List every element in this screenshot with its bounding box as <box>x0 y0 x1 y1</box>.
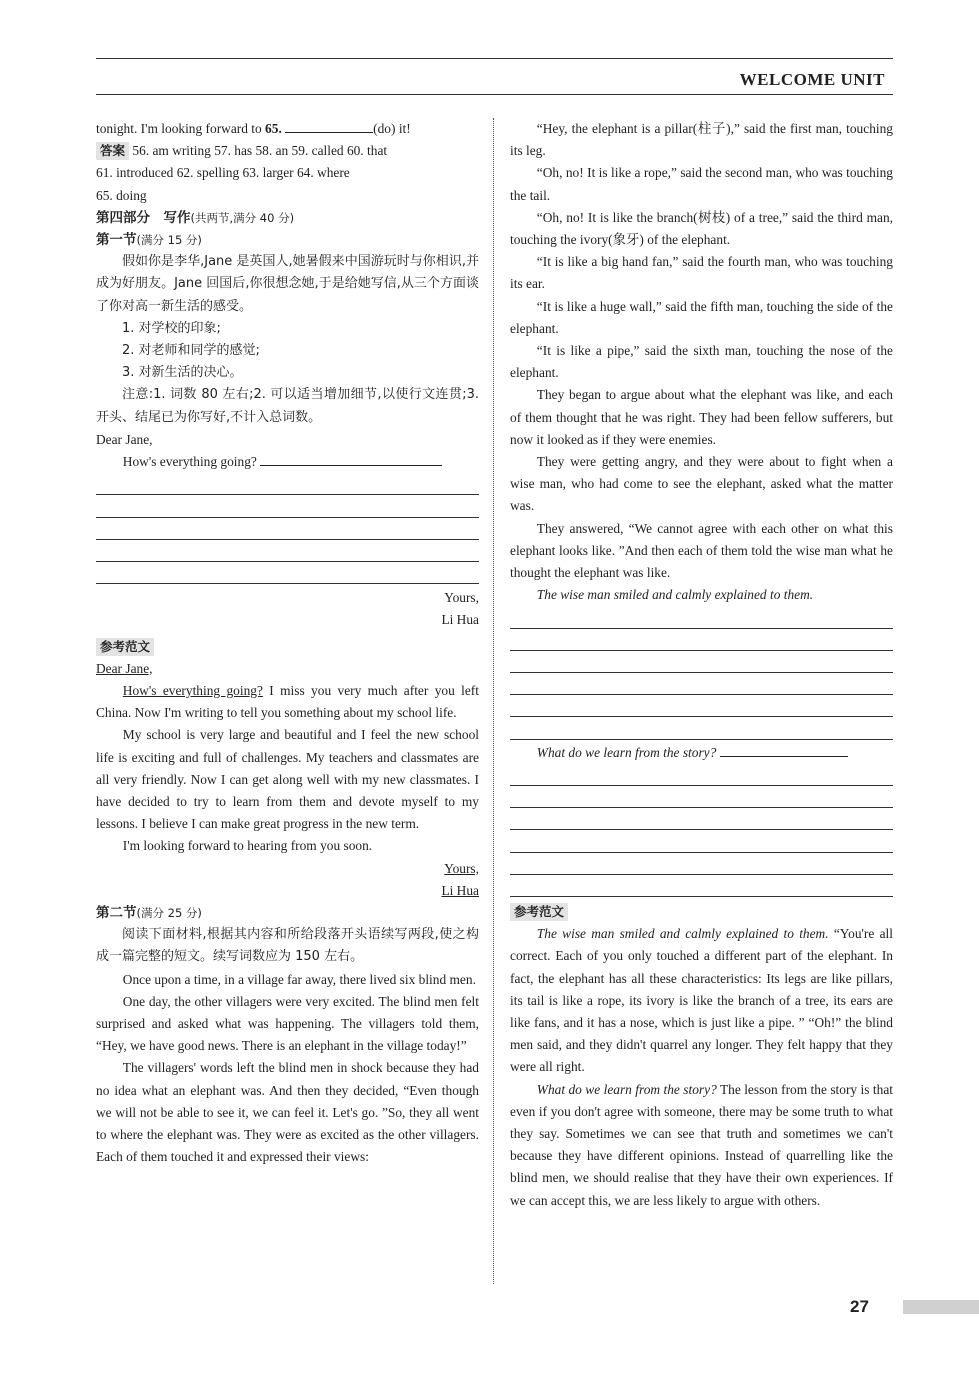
writing-line[interactable] <box>96 518 479 540</box>
model-essay-tag: 参考范文 <box>96 638 154 656</box>
writing-prompt: 假如你是李华,Jane 是英国人,她暑假来中国游玩时与你相识,并成为好朋友。Jane 回国后,你很想念她,于是给她写信,从三个方面谈了你对高一新生活的感受。 <box>96 254 479 314</box>
writing-blank-inline[interactable] <box>260 451 442 466</box>
writing-line[interactable] <box>510 673 893 695</box>
writing-line[interactable] <box>510 808 893 830</box>
story-paragraph-1: Once upon a time, in a village far away, there lived six blind men. <box>122 971 476 987</box>
letter-closing: Yours, <box>444 590 479 606</box>
writing-line[interactable] <box>510 606 893 628</box>
writing-line[interactable] <box>96 540 479 562</box>
page-number: 27 <box>850 1297 869 1316</box>
writing-line[interactable] <box>510 830 893 852</box>
model-essay-tag: 参考范文 <box>510 903 568 921</box>
header-bottom-rule <box>96 94 893 95</box>
model-paragraph-3: I'm looking forward to hearing from you soon. <box>122 838 373 854</box>
writing-line[interactable] <box>510 786 893 808</box>
model-paragraph-2: My school is very large and beautiful and I feel the new school life is exciting and full of challenges. My teachers and classmates are all very friendly. Now I can get along well with my new classmates. I have decided to try to learn from them and devote myself to my lessons. I believe I can make great progress in the new term. <box>96 727 479 832</box>
writing-line[interactable] <box>510 629 893 651</box>
writing-line[interactable] <box>510 875 893 897</box>
writing-line[interactable] <box>96 562 479 584</box>
letter-signature: Li Hua <box>441 612 479 628</box>
writing-line[interactable] <box>510 695 893 717</box>
writing-line[interactable] <box>96 495 479 517</box>
writing-blank-inline[interactable] <box>720 742 848 757</box>
model-continuation-2: What do we learn from the story? The lesson from the story is that even if you don't agree with someone, there may be some truth to what they say. Sometimes we can see that truth and sometimes we can't because they have different opinions. Instead of quarrelling like the blind men, we should realise that they have their own experiences. If we can accept this, we are less likely to argue with others. <box>510 1081 893 1208</box>
writing-line[interactable] <box>510 651 893 673</box>
model-signature: Li Hua <box>441 882 479 898</box>
section2-prompt: 阅读下面材料,根据其内容和所给段落开头语续写两段,使之构成一篇完整的短文。续写词数应为 150 左右。 <box>96 927 479 965</box>
model-closing: Yours, <box>444 860 479 876</box>
story-paragraph-3: The villagers' words left the blind men in shock because they had no idea what an elephant was. And then they decided, “Even though we will not be able to see it, we can feel it. Let's go. ”So, they all went to where the elephant was. They were as excited as the other villagers. Each of them touched it and expressed their views: <box>96 1060 479 1165</box>
story-paragraph-10: They began to argue about what the elephant was like, and each of them thought that he was right. They had been fellow sufferers, but now it looked as if they were enemies. <box>510 387 893 447</box>
letter-opening: How's everything going? <box>96 451 479 473</box>
left-column <box>96 118 479 1168</box>
point-1: 1. 对学校的印象; <box>122 320 221 336</box>
continued-line: tonight. I'm looking forward to 65. (do) it! <box>96 118 479 140</box>
story-paragraph-12: They answered, “We cannot agree with each other on what this elephant looks like. ”And then each of them told the wise man what he thought the elephant was like. <box>510 520 893 581</box>
continuation-starter-2: What do we learn from the story? <box>510 742 893 764</box>
writing-note: 注意:1. 词数 80 左右;2. 可以适当增加细节,以使行文连贯;3. 开头、结尾已为你写好,不计入总词数。 <box>96 387 479 425</box>
writing-line[interactable] <box>510 853 893 875</box>
section1-heading: 第一节(满分 15 分) <box>96 232 202 249</box>
answer-line-3: 65. doing <box>96 187 147 203</box>
story-paragraph-5: “Oh, no! It is like a rope,” said the second man, who was touching the tail. <box>510 165 893 203</box>
story-paragraph-11: They were getting angry, and they were about to fight when a wise man, who had come to see the elephant, asked what the matter was. <box>510 454 893 514</box>
story-paragraph-7: “It is like a big hand fan,” said the fourth man, who was touching its ear. <box>510 254 893 292</box>
continuation-starter-1: The wise man smiled and calmly explained to them. <box>536 587 814 603</box>
header-top-rule <box>96 58 893 59</box>
answer-line-2: 61. introduced 62. spelling 63. larger 64. where <box>96 165 350 181</box>
model-greeting: Dear Jane, <box>96 660 153 676</box>
story-paragraph-6: “Oh, no! It is like the branch(树枝) of a tree,” said the third man, touching the ivory(象牙) of the elephant. <box>510 209 893 248</box>
part4-heading: 第四部分 写作(共两节,满分 40 分) <box>96 209 295 226</box>
answer-blank-65[interactable] <box>285 118 373 133</box>
writing-line[interactable] <box>510 764 893 786</box>
page-number-bar <box>903 1300 979 1314</box>
writing-line[interactable] <box>510 717 893 739</box>
unit-title: WELCOME UNIT <box>739 70 885 89</box>
point-2: 2. 对老师和同学的感觉; <box>122 343 260 359</box>
story-paragraph-9: “It is like a pipe,” said the sixth man, touching the nose of the elephant. <box>510 343 893 381</box>
model-paragraph-1: How's everything going? I miss you very much after you left China. Now I'm writing to tell you something about my school life. <box>96 683 479 721</box>
right-column <box>510 118 893 1212</box>
model-continuation-1: The wise man smiled and calmly explained to them. “You're all correct. Each of you only touched a different part of the elephant. In fact, the elephant has all these characteristics: Its legs are like pillars, its tail is like a rope, its ivory is like the branch of a tree, its ears are like fans, and it has a nose, which is just like a pipe. ” “Oh!” the blind men said, and they didn't quarrel any longer. They felt happy that they were all right. <box>510 926 893 1075</box>
answer-tag: 答案 <box>96 142 129 160</box>
story-paragraph-4: “Hey, the elephant is a pillar(柱子),” said the first man, touching its leg. <box>510 121 893 159</box>
column-divider <box>493 118 494 1284</box>
story-paragraph-8: “It is like a huge wall,” said the fifth man, touching the side of the elephant. <box>510 298 893 336</box>
letter-greeting: Dear Jane, <box>96 431 153 447</box>
writing-line[interactable] <box>96 473 479 495</box>
section2-heading: 第二节(满分 25 分) <box>96 905 202 922</box>
story-paragraph-2: One day, the other villagers were very excited. The blind men felt surprised and asked what was happening. The villagers told them, “Hey, we have good news. There is an elephant in the village today!” <box>96 993 479 1054</box>
answer-block: 答案 56. am writing 57. has 58. an 59. called 60. that <box>96 140 479 162</box>
point-3: 3. 对新生活的决心。 <box>122 365 243 381</box>
